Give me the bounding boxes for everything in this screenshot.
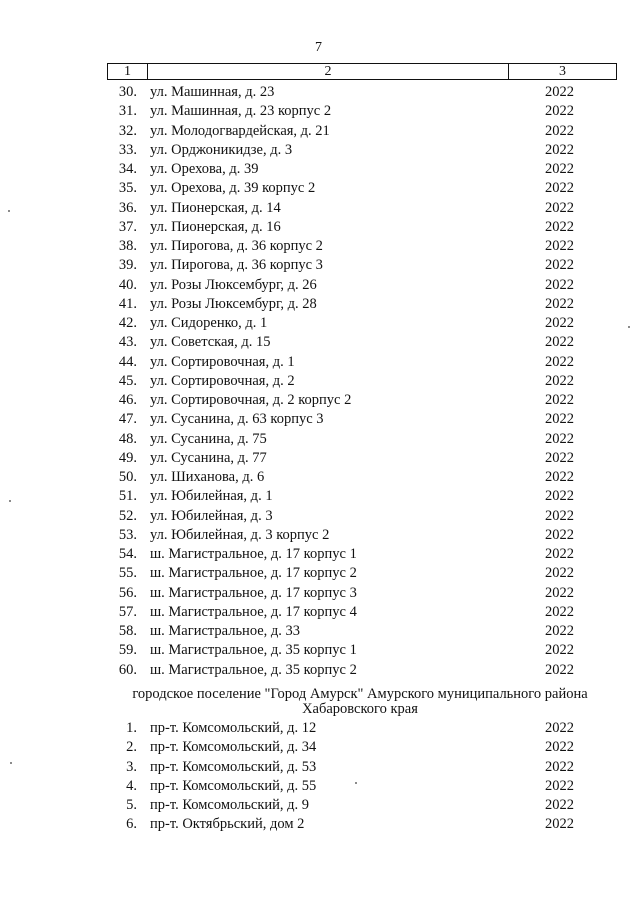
list-item (0, 758, 637, 777)
list-item (0, 353, 637, 372)
row-year: 2022 (545, 758, 574, 775)
row-year: 2022 (545, 739, 574, 756)
row-number: 31. (118, 103, 137, 120)
list-item (0, 314, 637, 333)
row-year: 2022 (545, 720, 574, 736)
row-year: 2022 (545, 84, 574, 100)
list-item (0, 468, 637, 487)
row-year: 2022 (545, 353, 574, 370)
row-number: 49. (118, 449, 137, 466)
row-year: 2022 (545, 661, 574, 678)
row-address: ул. Пионерская, д. 14 (150, 199, 281, 216)
row-address: ш. Магистральное, д. 17 корпус 3 (150, 584, 357, 601)
list-item (0, 256, 637, 275)
row-number: 3. (126, 758, 137, 775)
row-address: ул. Сусанина, д. 75 (150, 430, 267, 447)
row-year: 2022 (545, 295, 574, 312)
list-item (0, 237, 637, 256)
row-year: 2022 (545, 238, 574, 254)
row-year: 2022 (545, 103, 574, 120)
row-address: пр-т. Комсомольский, д. 53 (150, 758, 317, 775)
row-number: 30. (118, 84, 137, 100)
row-address: ул. Сусанина, д. 77 (150, 449, 267, 466)
column-header-3: 3 (509, 64, 617, 80)
row-number: 6. (126, 816, 137, 833)
section-title-line-2: Хабаровского края (302, 701, 418, 717)
row-address: ул. Машинная, д. 23 (150, 84, 275, 100)
row-year: 2022 (545, 777, 574, 794)
row-address: ш. Магистральное, д. 35 корпус 1 (150, 642, 357, 659)
list-item (0, 507, 637, 526)
row-number: 2. (126, 739, 137, 756)
row-year: 2022 (545, 411, 574, 428)
row-number: 39. (118, 257, 137, 274)
row-year: 2022 (545, 257, 574, 274)
row-year: 2022 (545, 430, 574, 447)
address-list (0, 83, 637, 680)
row-number: 55. (118, 565, 137, 582)
section-title-line-1: городское поселение "Город Амурск" Амурского муниципального района (132, 686, 588, 702)
row-number: 60. (118, 661, 137, 678)
row-address: пр-т. Комсомольский, д. 34 (150, 739, 317, 756)
row-number: 33. (118, 141, 137, 158)
row-number: 53. (118, 526, 137, 543)
list-item (0, 141, 637, 160)
row-number: 41. (118, 295, 137, 312)
row-year: 2022 (545, 180, 574, 197)
row-year: 2022 (545, 315, 574, 331)
row-year: 2022 (545, 642, 574, 659)
row-address: ул. Советская, д. 15 (150, 334, 271, 351)
row-address: ул. Сусанина, д. 63 корпус 3 (150, 411, 324, 428)
row-number: 59. (118, 642, 137, 659)
scan-speck (355, 782, 357, 784)
list-item (0, 564, 637, 583)
list-item (0, 276, 637, 295)
row-address: пр-т. Октябрьский, дом 2 (150, 816, 305, 833)
row-number: 45. (118, 372, 137, 389)
list-item (0, 83, 637, 102)
row-number: 57. (118, 603, 137, 620)
row-number: 36. (118, 199, 137, 216)
section-title (100, 687, 620, 717)
scan-speck (9, 500, 11, 502)
row-address: ул. Шиханова, д. 6 (150, 469, 265, 485)
list-item (0, 815, 637, 834)
list-item (0, 622, 637, 641)
list-item (0, 661, 637, 680)
row-number: 35. (118, 180, 137, 197)
list-item (0, 430, 637, 449)
row-address: пр-т. Комсомольский, д. 9 (150, 797, 310, 813)
list-item (0, 487, 637, 506)
row-year: 2022 (545, 334, 574, 351)
scan-speck (10, 762, 12, 764)
row-year: 2022 (545, 546, 574, 562)
row-year: 2022 (545, 584, 574, 601)
scan-speck (628, 326, 630, 328)
row-year: 2022 (545, 469, 574, 485)
row-number: 32. (118, 122, 137, 139)
row-year: 2022 (545, 141, 574, 158)
list-item (0, 738, 637, 757)
row-address: ул. Орджоникидзе, д. 3 (150, 141, 293, 158)
row-address: ул. Юбилейная, д. 3 (150, 507, 273, 524)
list-item (0, 295, 637, 314)
row-year: 2022 (545, 392, 574, 408)
row-address: ш. Магистральное, д. 35 корпус 2 (150, 661, 357, 678)
list-item (0, 179, 637, 198)
row-address: ул. Машинная, д. 23 корпус 2 (150, 103, 332, 120)
list-item (0, 160, 637, 179)
list-item (0, 199, 637, 218)
list-item (0, 526, 637, 545)
row-address: ул. Молодогвардейская, д. 21 (150, 122, 330, 139)
row-number: 42. (118, 315, 137, 331)
scan-speck (8, 210, 10, 212)
row-address: ул. Розы Люксембург, д. 28 (150, 295, 317, 312)
row-year: 2022 (545, 276, 574, 293)
list-item (0, 796, 637, 815)
row-number: 43. (118, 334, 137, 351)
row-year: 2022 (545, 623, 574, 639)
list-item (0, 545, 637, 564)
row-address: ул. Пионерская, д. 16 (150, 218, 281, 235)
row-address: ш. Магистральное, д. 17 корпус 2 (150, 565, 357, 582)
row-number: 54. (118, 546, 137, 562)
row-number: 46. (118, 392, 137, 408)
row-number: 47. (118, 411, 137, 428)
list-item (0, 584, 637, 603)
row-year: 2022 (545, 488, 574, 505)
column-header-2: 2 (148, 64, 509, 80)
row-year: 2022 (545, 507, 574, 524)
row-number: 37. (118, 218, 137, 235)
row-address: ул. Юбилейная, д. 1 (150, 488, 273, 505)
row-number: 34. (118, 161, 137, 177)
list-item (0, 410, 637, 429)
row-address: ул. Орехова, д. 39 (150, 161, 259, 177)
list-item (0, 218, 637, 237)
row-address: ул. Орехова, д. 39 корпус 2 (150, 180, 316, 197)
row-year: 2022 (545, 565, 574, 582)
row-address: ул. Юбилейная, д. 3 корпус 2 (150, 526, 330, 543)
row-number: 50. (118, 469, 137, 485)
row-address: ул. Сортировочная, д. 2 корпус 2 (150, 392, 352, 408)
list-item (0, 333, 637, 352)
row-address: пр-т. Комсомольский, д. 55 (150, 777, 317, 794)
row-number: 52. (118, 507, 137, 524)
row-number: 48. (118, 430, 137, 447)
row-year: 2022 (545, 161, 574, 177)
list-item (0, 102, 637, 121)
section-address-list (0, 719, 637, 835)
list-item (0, 122, 637, 141)
row-year: 2022 (545, 603, 574, 620)
row-address: ул. Пирогова, д. 36 корпус 3 (150, 257, 323, 274)
row-address: ул. Розы Люксембург, д. 26 (150, 276, 317, 293)
row-number: 38. (118, 238, 137, 254)
row-address: ш. Магистральное, д. 17 корпус 4 (150, 603, 357, 620)
list-item (0, 449, 637, 468)
row-year: 2022 (545, 199, 574, 216)
row-number: 56. (118, 584, 137, 601)
row-number: 40. (118, 276, 137, 293)
row-year: 2022 (545, 372, 574, 389)
row-address: ул. Пирогова, д. 36 корпус 2 (150, 238, 323, 254)
row-year: 2022 (545, 797, 574, 813)
row-address: ш. Магистральное, д. 17 корпус 1 (150, 546, 357, 562)
row-number: 1. (126, 720, 137, 736)
row-year: 2022 (545, 449, 574, 466)
list-item (0, 719, 637, 738)
row-year: 2022 (545, 526, 574, 543)
list-item (0, 641, 637, 660)
list-item (0, 372, 637, 391)
row-number: 58. (118, 623, 137, 639)
row-address: ш. Магистральное, д. 33 (150, 623, 301, 639)
row-address: ул. Сидоренко, д. 1 (150, 315, 268, 331)
row-year: 2022 (545, 218, 574, 235)
page-number: 7 (315, 40, 322, 55)
row-number: 44. (118, 353, 137, 370)
row-year: 2022 (545, 816, 574, 833)
row-address: ул. Сортировочная, д. 1 (150, 353, 295, 370)
column-header-1: 1 (108, 64, 148, 80)
row-number: 51. (118, 488, 137, 505)
list-item (0, 391, 637, 410)
row-year: 2022 (545, 122, 574, 139)
row-number: 5. (126, 797, 137, 813)
row-address: пр-т. Комсомольский, д. 12 (150, 720, 317, 736)
row-address: ул. Сортировочная, д. 2 (150, 372, 295, 389)
column-header-table (107, 63, 617, 80)
list-item (0, 777, 637, 796)
row-number: 4. (126, 777, 137, 794)
list-item (0, 603, 637, 622)
